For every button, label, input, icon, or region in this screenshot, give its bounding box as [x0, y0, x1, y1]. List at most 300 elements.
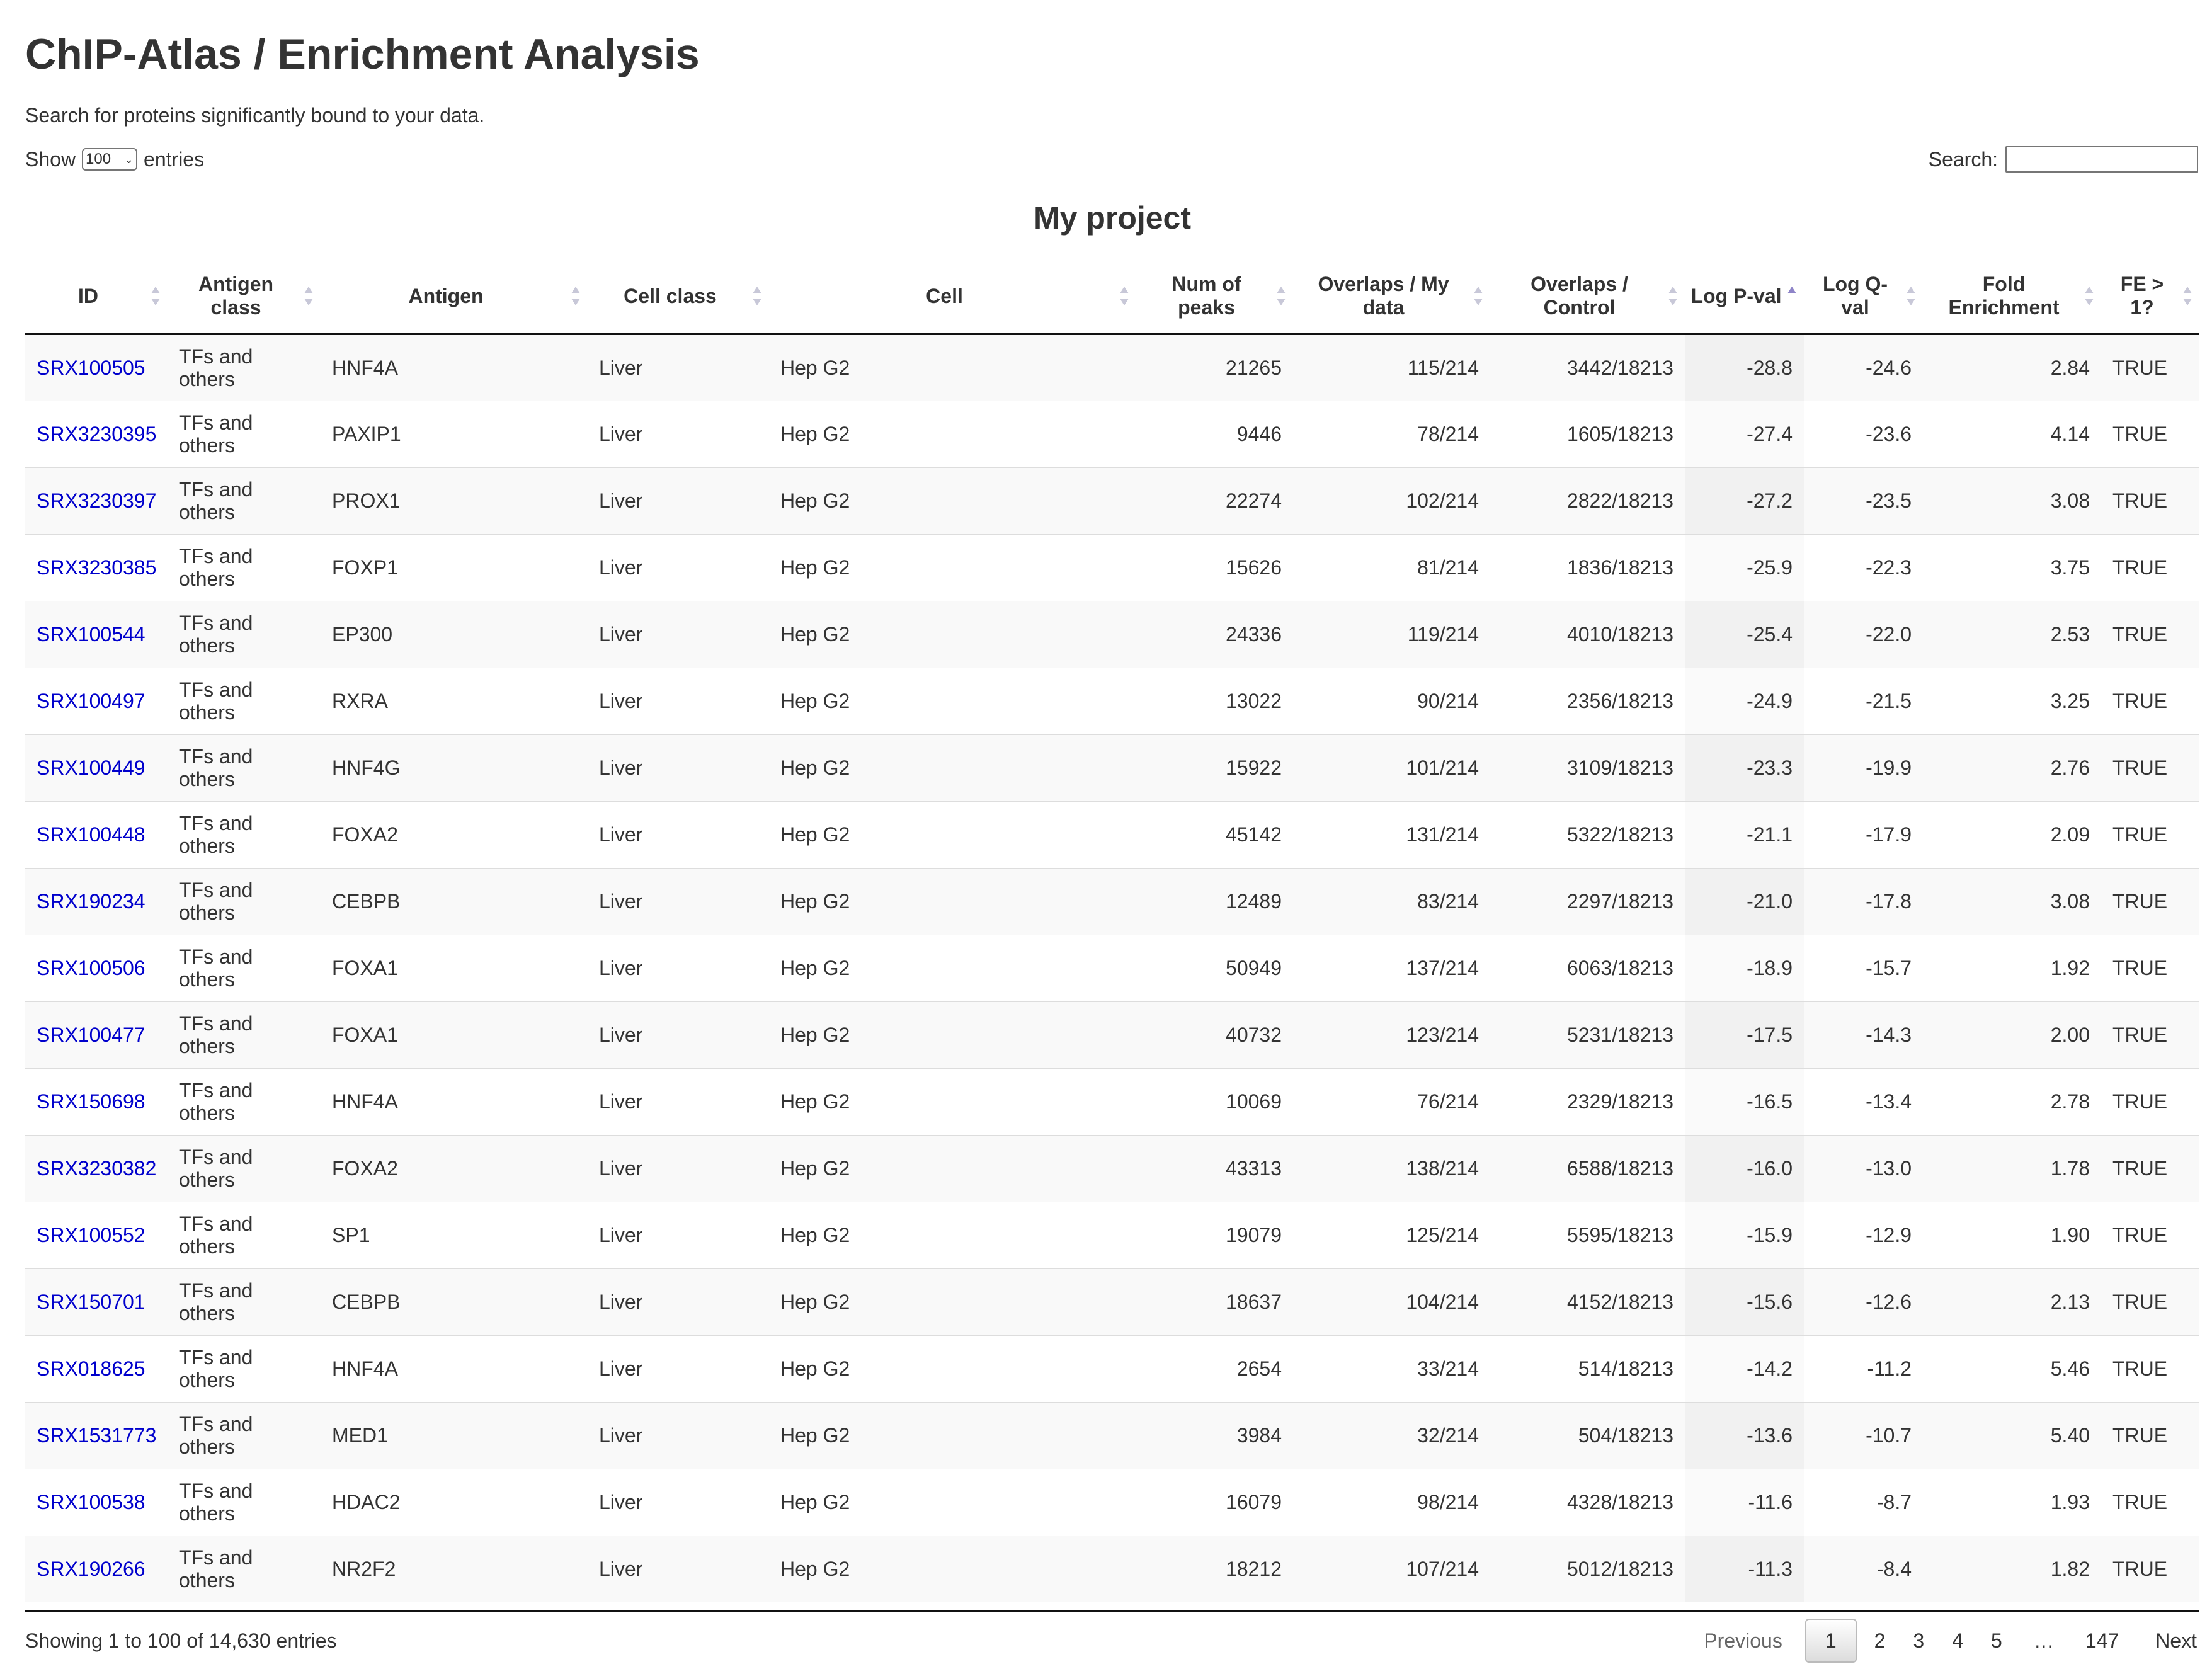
- column-header-num-peaks[interactable]: [1136, 259, 1293, 334]
- cell-antigen: HDAC2: [321, 1469, 588, 1536]
- column-header-fold[interactable]: [1923, 259, 2101, 334]
- cell-overlaps-control: 1605/18213: [1490, 401, 1685, 467]
- cell-cell: Hep G2: [769, 935, 1136, 1001]
- header-row: [25, 259, 2199, 334]
- column-header-label: Log Q-val: [1822, 273, 1888, 319]
- cell-overlaps-my: 83/214: [1293, 868, 1490, 935]
- cell-overlaps-control: 2822/18213: [1490, 467, 1685, 534]
- show-label: Show: [25, 148, 76, 171]
- cell-fold: 1.82: [1923, 1536, 2101, 1602]
- cell-cell-class: Liver: [588, 1469, 769, 1536]
- column-header-label: FE > 1?: [2120, 273, 2164, 319]
- cell-cell: Hep G2: [769, 601, 1136, 668]
- cell-overlaps-control: 2329/18213: [1490, 1068, 1685, 1135]
- cell-antigen: HNF4A: [321, 1335, 588, 1402]
- cell-log-p: -15.6: [1685, 1268, 1804, 1335]
- cell-cell-class: Liver: [588, 534, 769, 601]
- cell-fold: 4.14: [1923, 401, 2101, 467]
- table-row: [25, 801, 2199, 868]
- cell-fe: TRUE: [2101, 1068, 2199, 1135]
- column-header-label: Overlaps / My data: [1318, 273, 1449, 319]
- cell-antigen: HNF4G: [321, 734, 588, 801]
- cell-overlaps-control: 5231/18213: [1490, 1001, 1685, 1068]
- cell-antigen-class: TFs and others: [168, 868, 321, 935]
- cell-antigen: FOXA2: [321, 801, 588, 868]
- cell-overlaps-control: 2297/18213: [1490, 868, 1685, 935]
- cell-cell: Hep G2: [769, 401, 1136, 467]
- sort-icon: [571, 285, 581, 307]
- cell-id: [25, 1135, 168, 1202]
- cell-cell: Hep G2: [769, 668, 1136, 734]
- cell-fe: TRUE: [2101, 668, 2199, 734]
- table-body: [25, 334, 2199, 1602]
- experiment-id-link[interactable]: SRX190266: [37, 1558, 145, 1581]
- cell-log-p: -25.9: [1685, 534, 1804, 601]
- cell-antigen: FOXA1: [321, 1001, 588, 1068]
- cell-overlaps-control: 4152/18213: [1490, 1268, 1685, 1335]
- cell-overlaps-my: 101/214: [1293, 734, 1490, 801]
- experiment-id-link[interactable]: SRX018625: [37, 1357, 145, 1380]
- cell-log-q: -23.6: [1804, 401, 1923, 467]
- cell-log-q: -15.7: [1804, 935, 1923, 1001]
- cell-num-peaks: 43313: [1136, 1135, 1293, 1202]
- cell-antigen-class: TFs and others: [168, 1469, 321, 1536]
- cell-log-q: -12.6: [1804, 1268, 1923, 1335]
- cell-id: [25, 401, 168, 467]
- experiment-id-link[interactable]: SRX100506: [37, 957, 145, 979]
- cell-antigen: EP300: [321, 601, 588, 668]
- cell-cell-class: Liver: [588, 1536, 769, 1602]
- cell-num-peaks: 45142: [1136, 801, 1293, 868]
- cell-cell: Hep G2: [769, 1402, 1136, 1469]
- cell-log-p: -24.9: [1685, 668, 1804, 734]
- cell-id: [25, 1068, 168, 1135]
- entries-label: entries: [144, 148, 205, 171]
- table-bottom-border: [25, 1610, 2199, 1612]
- cell-overlaps-my: 81/214: [1293, 534, 1490, 601]
- cell-log-q: -21.5: [1804, 668, 1923, 734]
- cell-fold: 2.00: [1923, 1001, 2101, 1068]
- search-control: [1929, 146, 2198, 173]
- chevron-down-icon: ⌄: [123, 153, 134, 166]
- page-button-3[interactable]: 3: [1913, 1629, 1925, 1652]
- cell-overlaps-my: 125/214: [1293, 1202, 1490, 1268]
- cell-log-p: -27.4: [1685, 401, 1804, 467]
- table-row: [25, 1202, 2199, 1268]
- experiment-id-link[interactable]: SRX100538: [37, 1491, 145, 1513]
- cell-id: [25, 1268, 168, 1335]
- cell-cell-class: Liver: [588, 1268, 769, 1335]
- cell-log-q: -22.3: [1804, 534, 1923, 601]
- cell-fold: 2.09: [1923, 801, 2101, 868]
- cell-antigen-class: TFs and others: [168, 401, 321, 467]
- experiment-id-link[interactable]: SRX100544: [37, 623, 145, 646]
- cell-antigen-class: TFs and others: [168, 1268, 321, 1335]
- cell-antigen: FOXA1: [321, 935, 588, 1001]
- cell-overlaps-my: 78/214: [1293, 401, 1490, 467]
- cell-log-q: -8.4: [1804, 1536, 1923, 1602]
- cell-cell-class: Liver: [588, 334, 769, 401]
- cell-id: [25, 1001, 168, 1068]
- cell-overlaps-my: 131/214: [1293, 801, 1490, 868]
- column-header-antigen-class[interactable]: [168, 259, 321, 334]
- cell-cell-class: Liver: [588, 935, 769, 1001]
- cell-overlaps-my: 32/214: [1293, 1402, 1490, 1469]
- sort-icon: [2183, 285, 2193, 307]
- cell-overlaps-control: 514/18213: [1490, 1335, 1685, 1402]
- cell-num-peaks: 15626: [1136, 534, 1293, 601]
- cell-antigen-class: TFs and others: [168, 601, 321, 668]
- cell-antigen-class: TFs and others: [168, 467, 321, 534]
- pagination-ellipsis: …: [2033, 1629, 2054, 1652]
- cell-num-peaks: 3984: [1136, 1402, 1293, 1469]
- table-row: [25, 935, 2199, 1001]
- cell-overlaps-my: 98/214: [1293, 1469, 1490, 1536]
- cell-fold: 3.08: [1923, 467, 2101, 534]
- cell-log-p: -21.1: [1685, 801, 1804, 868]
- cell-cell: Hep G2: [769, 1335, 1136, 1402]
- results-table: [25, 259, 2199, 1602]
- experiment-id-link[interactable]: SRX100505: [37, 356, 145, 379]
- table-caption: My project: [1033, 200, 1192, 236]
- column-header-antigen[interactable]: [321, 259, 588, 334]
- sort-icon: [2085, 285, 2095, 307]
- cell-cell: Hep G2: [769, 1001, 1136, 1068]
- experiment-id-link[interactable]: SRX100448: [37, 823, 145, 846]
- cell-cell: Hep G2: [769, 534, 1136, 601]
- cell-fold: 5.46: [1923, 1335, 2101, 1402]
- table-row: [25, 334, 2199, 401]
- sort-icon: [1277, 285, 1287, 307]
- table-info: Showing 1 to 100 of 14,630 entries: [25, 1629, 337, 1652]
- cell-id: [25, 734, 168, 801]
- cell-num-peaks: 2654: [1136, 1335, 1293, 1402]
- cell-log-q: -19.9: [1804, 734, 1923, 801]
- cell-fold: 2.78: [1923, 1068, 2101, 1135]
- cell-overlaps-my: 137/214: [1293, 935, 1490, 1001]
- cell-cell: Hep G2: [769, 1135, 1136, 1202]
- column-header-cell-class[interactable]: [588, 259, 769, 334]
- page-button-4[interactable]: 4: [1952, 1629, 1964, 1652]
- cell-log-q: -24.6: [1804, 334, 1923, 401]
- cell-fe: TRUE: [2101, 1001, 2199, 1068]
- cell-cell-class: Liver: [588, 467, 769, 534]
- cell-log-q: -11.2: [1804, 1335, 1923, 1402]
- cell-fe: TRUE: [2101, 1335, 2199, 1402]
- cell-cell: Hep G2: [769, 801, 1136, 868]
- column-header-label: Antigen class: [198, 273, 274, 319]
- cell-overlaps-my: 107/214: [1293, 1536, 1490, 1602]
- experiment-id-link[interactable]: SRX100449: [37, 756, 145, 779]
- cell-overlaps-my: 119/214: [1293, 601, 1490, 668]
- cell-log-p: -11.3: [1685, 1536, 1804, 1602]
- page-button-5[interactable]: 5: [1991, 1629, 2002, 1652]
- cell-log-q: -17.8: [1804, 868, 1923, 935]
- cell-log-q: -17.9: [1804, 801, 1923, 868]
- page-button-last[interactable]: 147: [2085, 1629, 2119, 1652]
- cell-antigen: CEBPB: [321, 868, 588, 935]
- cell-fe: TRUE: [2101, 534, 2199, 601]
- sort-icon: [1668, 285, 1679, 307]
- column-header-label: ID: [78, 284, 98, 307]
- experiment-id-link[interactable]: SRX100552: [37, 1224, 145, 1246]
- column-header-label: Fold Enrichment: [1948, 273, 2060, 319]
- cell-num-peaks: 13022: [1136, 668, 1293, 734]
- cell-antigen-class: TFs and others: [168, 1202, 321, 1268]
- cell-antigen-class: TFs and others: [168, 935, 321, 1001]
- cell-cell: Hep G2: [769, 1469, 1136, 1536]
- cell-log-p: -18.9: [1685, 935, 1804, 1001]
- cell-cell: Hep G2: [769, 1268, 1136, 1335]
- cell-overlaps-control: 504/18213: [1490, 1402, 1685, 1469]
- page-button-2[interactable]: 2: [1874, 1629, 1886, 1652]
- column-header-label: Num of peaks: [1172, 273, 1241, 319]
- column-header-log-p[interactable]: [1685, 259, 1804, 334]
- cell-id: [25, 1335, 168, 1402]
- cell-fe: TRUE: [2101, 1402, 2199, 1469]
- cell-cell-class: Liver: [588, 868, 769, 935]
- cell-num-peaks: 16079: [1136, 1469, 1293, 1536]
- cell-log-q: -12.9: [1804, 1202, 1923, 1268]
- experiment-id-link[interactable]: SRX1531773: [37, 1424, 157, 1447]
- cell-overlaps-control: 6588/18213: [1490, 1135, 1685, 1202]
- cell-fe: TRUE: [2101, 935, 2199, 1001]
- cell-id: [25, 935, 168, 1001]
- cell-num-peaks: 9446: [1136, 401, 1293, 467]
- cell-fe: TRUE: [2101, 334, 2199, 401]
- table-row: [25, 1469, 2199, 1536]
- cell-overlaps-control: 5595/18213: [1490, 1202, 1685, 1268]
- cell-log-p: -23.3: [1685, 734, 1804, 801]
- cell-num-peaks: 22274: [1136, 467, 1293, 534]
- table-row: [25, 1068, 2199, 1135]
- cell-cell: Hep G2: [769, 1536, 1136, 1602]
- cell-cell: Hep G2: [769, 1068, 1136, 1135]
- cell-id: [25, 467, 168, 534]
- column-header-label: Cell class: [624, 284, 717, 307]
- cell-fe: TRUE: [2101, 1536, 2199, 1602]
- page-subtitle: Search for proteins significantly bound to your data.: [25, 104, 485, 127]
- cell-fe: TRUE: [2101, 801, 2199, 868]
- cell-fold: 2.53: [1923, 601, 2101, 668]
- cell-antigen: CEBPB: [321, 1268, 588, 1335]
- cell-fold: 3.25: [1923, 668, 2101, 734]
- cell-overlaps-control: 4010/18213: [1490, 601, 1685, 668]
- next-page-button[interactable]: Next: [2155, 1629, 2197, 1652]
- cell-cell-class: Liver: [588, 1202, 769, 1268]
- sort-icon: [1907, 285, 1917, 307]
- cell-antigen: HNF4A: [321, 1068, 588, 1135]
- cell-overlaps-my: 104/214: [1293, 1268, 1490, 1335]
- cell-id: [25, 668, 168, 734]
- cell-overlaps-my: 123/214: [1293, 1001, 1490, 1068]
- cell-antigen-class: TFs and others: [168, 1001, 321, 1068]
- cell-cell-class: Liver: [588, 1001, 769, 1068]
- column-header-id[interactable]: [25, 259, 168, 334]
- experiment-id-link[interactable]: SRX3230397: [37, 489, 157, 512]
- cell-fold: 3.75: [1923, 534, 2101, 601]
- cell-antigen: FOXP1: [321, 534, 588, 601]
- cell-fold: 3.08: [1923, 868, 2101, 935]
- cell-fe: TRUE: [2101, 868, 2199, 935]
- cell-log-p: -17.5: [1685, 1001, 1804, 1068]
- cell-overlaps-my: 76/214: [1293, 1068, 1490, 1135]
- cell-cell-class: Liver: [588, 1135, 769, 1202]
- cell-cell-class: Liver: [588, 668, 769, 734]
- cell-log-p: -16.5: [1685, 1068, 1804, 1135]
- table-row: [25, 868, 2199, 935]
- cell-overlaps-control: 5322/18213: [1490, 801, 1685, 868]
- cell-fe: TRUE: [2101, 1469, 2199, 1536]
- sort-ascending-icon: [1787, 285, 1798, 307]
- cell-num-peaks: 21265: [1136, 334, 1293, 401]
- cell-cell-class: Liver: [588, 1068, 769, 1135]
- cell-antigen: NR2F2: [321, 1536, 588, 1602]
- table-row: [25, 401, 2199, 467]
- cell-log-p: -21.0: [1685, 868, 1804, 935]
- cell-id: [25, 601, 168, 668]
- cell-overlaps-control: 6063/18213: [1490, 935, 1685, 1001]
- cell-cell-class: Liver: [588, 1335, 769, 1402]
- experiment-id-link[interactable]: SRX3230382: [37, 1157, 157, 1180]
- cell-log-p: -11.6: [1685, 1469, 1804, 1536]
- experiment-id-link[interactable]: SRX100497: [37, 690, 145, 712]
- sort-icon: [304, 285, 314, 307]
- entries-length-control: [25, 147, 204, 172]
- table-row: [25, 1001, 2199, 1068]
- cell-antigen: PAXIP1: [321, 401, 588, 467]
- cell-overlaps-my: 115/214: [1293, 334, 1490, 401]
- cell-antigen: HNF4A: [321, 334, 588, 401]
- experiment-id-link[interactable]: SRX100477: [37, 1023, 145, 1046]
- column-header-label: Overlaps / Control: [1531, 273, 1628, 319]
- cell-overlaps-control: 3442/18213: [1490, 334, 1685, 401]
- cell-antigen-class: TFs and others: [168, 668, 321, 734]
- table-row: [25, 734, 2199, 801]
- cell-cell-class: Liver: [588, 1402, 769, 1469]
- cell-overlaps-control: 1836/18213: [1490, 534, 1685, 601]
- cell-cell-class: Liver: [588, 801, 769, 868]
- cell-antigen: FOXA2: [321, 1135, 588, 1202]
- page-title: ChIP-Atlas / Enrichment Analysis: [25, 30, 700, 78]
- cell-num-peaks: 18637: [1136, 1268, 1293, 1335]
- cell-antigen-class: TFs and others: [168, 1135, 321, 1202]
- cell-cell-class: Liver: [588, 401, 769, 467]
- cell-overlaps-my: 138/214: [1293, 1135, 1490, 1202]
- table-row: [25, 1268, 2199, 1335]
- cell-fe: TRUE: [2101, 601, 2199, 668]
- experiment-id-link[interactable]: SRX150698: [37, 1090, 145, 1113]
- table-row: [25, 1335, 2199, 1402]
- cell-num-peaks: 19079: [1136, 1202, 1293, 1268]
- cell-num-peaks: 12489: [1136, 868, 1293, 935]
- cell-cell: Hep G2: [769, 868, 1136, 935]
- cell-id: [25, 334, 168, 401]
- entries-per-page-value: 100: [86, 151, 111, 168]
- cell-log-q: -13.4: [1804, 1068, 1923, 1135]
- cell-antigen-class: TFs and others: [168, 334, 321, 401]
- column-header-overlaps-control[interactable]: [1490, 259, 1685, 334]
- cell-id: [25, 534, 168, 601]
- cell-id: [25, 1402, 168, 1469]
- experiment-id-link[interactable]: SRX190234: [37, 890, 145, 913]
- cell-log-p: -14.2: [1685, 1335, 1804, 1402]
- cell-antigen-class: TFs and others: [168, 801, 321, 868]
- column-header-overlaps-my[interactable]: [1293, 259, 1490, 334]
- cell-fe: TRUE: [2101, 1135, 2199, 1202]
- column-header-cell[interactable]: [769, 259, 1136, 334]
- cell-log-p: -27.2: [1685, 467, 1804, 534]
- cell-id: [25, 868, 168, 935]
- sort-icon: [1120, 285, 1130, 307]
- table-row: [25, 1536, 2199, 1602]
- cell-num-peaks: 15922: [1136, 734, 1293, 801]
- cell-antigen-class: TFs and others: [168, 534, 321, 601]
- cell-fold: 2.13: [1923, 1268, 2101, 1335]
- cell-antigen: SP1: [321, 1202, 588, 1268]
- cell-antigen: PROX1: [321, 467, 588, 534]
- column-header-log-q[interactable]: [1804, 259, 1923, 334]
- cell-overlaps-my: 33/214: [1293, 1335, 1490, 1402]
- table-row: [25, 467, 2199, 534]
- cell-cell: Hep G2: [769, 334, 1136, 401]
- cell-fe: TRUE: [2101, 401, 2199, 467]
- cell-antigen-class: TFs and others: [168, 1402, 321, 1469]
- cell-cell: Hep G2: [769, 1202, 1136, 1268]
- cell-fe: TRUE: [2101, 734, 2199, 801]
- cell-log-p: -15.9: [1685, 1202, 1804, 1268]
- cell-overlaps-control: 2356/18213: [1490, 668, 1685, 734]
- cell-cell: Hep G2: [769, 734, 1136, 801]
- column-header-label: Antigen: [408, 284, 484, 307]
- cell-fold: 2.84: [1923, 334, 2101, 401]
- cell-antigen: RXRA: [321, 668, 588, 734]
- cell-fold: 1.92: [1923, 935, 2101, 1001]
- page-button-current[interactable]: 1: [1805, 1619, 1857, 1663]
- cell-cell: Hep G2: [769, 467, 1136, 534]
- cell-fold: 1.90: [1923, 1202, 2101, 1268]
- cell-fold: 1.93: [1923, 1469, 2101, 1536]
- cell-fold: 2.76: [1923, 734, 2101, 801]
- sort-icon: [753, 285, 763, 307]
- experiment-id-link[interactable]: SRX3230395: [37, 423, 157, 445]
- column-header-fe[interactable]: [2101, 259, 2199, 334]
- cell-antigen-class: TFs and others: [168, 1335, 321, 1402]
- search-input[interactable]: [2005, 146, 2198, 173]
- experiment-id-link[interactable]: SRX150701: [37, 1291, 145, 1313]
- entries-per-page-select[interactable]: [82, 148, 137, 171]
- column-header-label: Cell: [926, 284, 963, 307]
- cell-overlaps-my: 102/214: [1293, 467, 1490, 534]
- table-row: [25, 601, 2199, 668]
- cell-log-q: -23.5: [1804, 467, 1923, 534]
- sort-icon: [1474, 285, 1484, 307]
- cell-fold: 5.40: [1923, 1402, 2101, 1469]
- cell-num-peaks: 18212: [1136, 1536, 1293, 1602]
- cell-num-peaks: 24336: [1136, 601, 1293, 668]
- cell-id: [25, 1469, 168, 1536]
- cell-log-p: -16.0: [1685, 1135, 1804, 1202]
- cell-antigen: MED1: [321, 1402, 588, 1469]
- cell-log-q: -10.7: [1804, 1402, 1923, 1469]
- cell-overlaps-control: 4328/18213: [1490, 1469, 1685, 1536]
- cell-log-q: -13.0: [1804, 1135, 1923, 1202]
- experiment-id-link[interactable]: SRX3230385: [37, 556, 157, 579]
- cell-num-peaks: 50949: [1136, 935, 1293, 1001]
- cell-log-q: -8.7: [1804, 1469, 1923, 1536]
- previous-page-button[interactable]: Previous: [1704, 1629, 1782, 1652]
- table-row: [25, 1402, 2199, 1469]
